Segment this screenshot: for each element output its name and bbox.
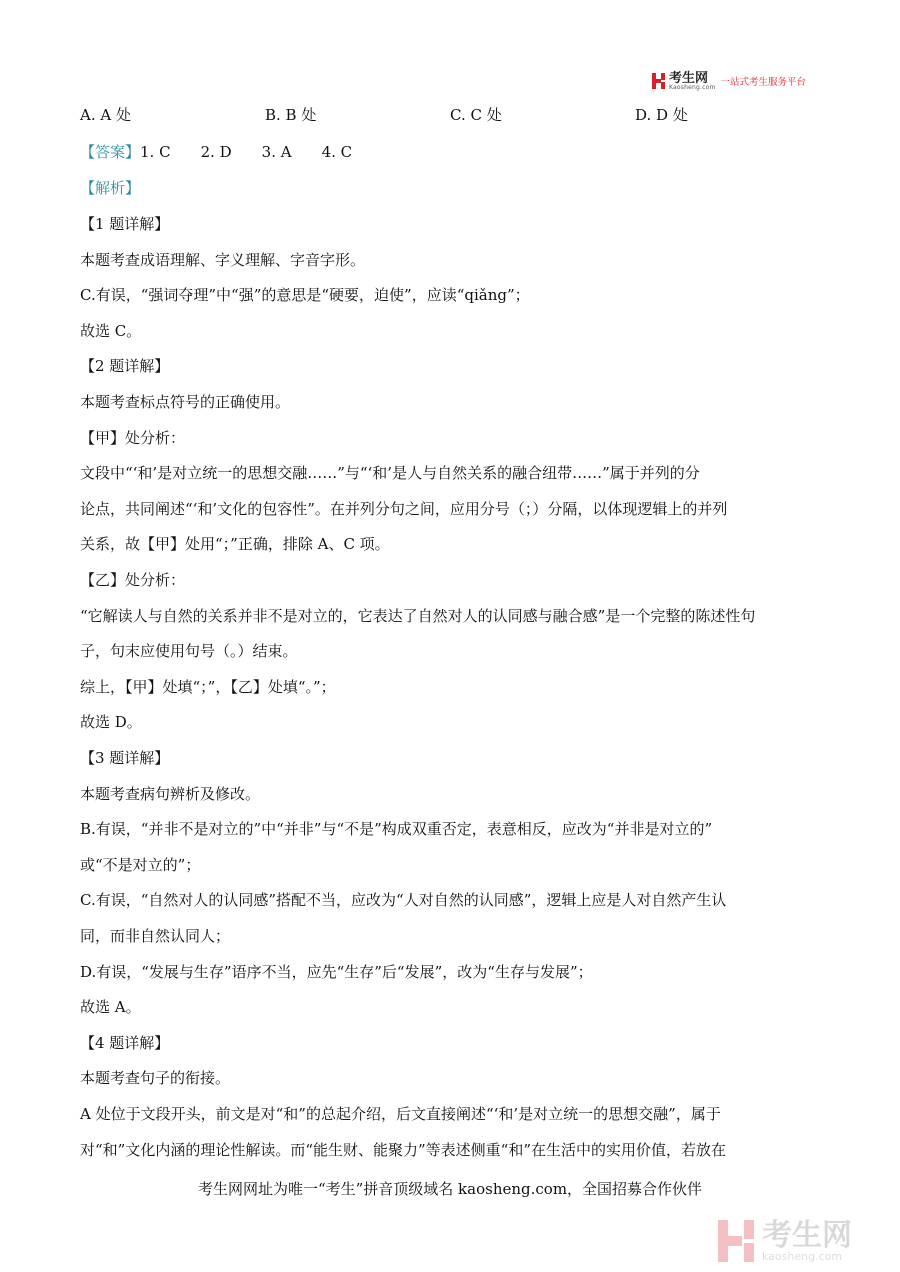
analysis-line: 【甲】处分析：	[80, 428, 186, 447]
analysis-line: 【乙】处分析：	[80, 571, 186, 589]
analysis-line: C.有误，“自然对人的认同感”搭配不当，应改为“人对自然的认同感”，逻辑上应是人对自然产生认	[80, 891, 727, 910]
analysis-line: 本题考查标点符号的正确使用。	[80, 393, 291, 411]
answer-label: 【答案】	[80, 143, 141, 161]
option-a: A. A 处	[80, 106, 131, 124]
options-row	[80, 104, 840, 128]
analysis-line: D.有误，“发展与生存”语序不当，应先“生存”后“发展”，改为“生存与发展”；	[80, 962, 593, 981]
analysis-line: 本题考查句子的衔接。	[80, 1069, 231, 1088]
watermark-mark-icon	[718, 1220, 756, 1262]
analysis-line: B.有误，“并非不是对立的”中“并非”与“不是”构成双重否定，表意相反，应改为“并非是对立的”	[80, 820, 713, 839]
watermark-domain: kaosheng.com	[762, 1249, 843, 1263]
analysis-line: 文段中“‘和’是对立统一的思想交融……”与“‘和’是人与自然关系的融合纽带……”属于并列的分	[80, 464, 700, 483]
watermark-name: 考生网	[762, 1217, 852, 1253]
option-d: D. D 处	[635, 106, 688, 124]
analysis-line: 本题考查病句辨析及修改。	[80, 784, 261, 803]
option-c: C. C 处	[450, 106, 502, 124]
analysis-line: 关系，故【甲】处用“；”正确，排除 A、C 项。	[80, 535, 390, 554]
analysis-line: “它解读人与自然的关系并非不是对立的，它表达了自然对人的认同感与融合感”是一个完整的陈述性句	[80, 606, 756, 625]
analysis-line: 对“和”文化内涵的理论性解读。而“能生财、能聚力”等表述侧重“和”在生活中的实用价值，若放在	[80, 1140, 727, 1159]
logo-name: 考生网	[669, 70, 709, 86]
analysis-line: 本题考查成语理解、字义理解、字音字形。	[80, 250, 366, 269]
analysis-line: A 处位于文段开头，前文是对“和”的总起介绍，后文直接阐述“‘和’是对立统一的思想交融”，属于	[80, 1105, 721, 1123]
page-footer: 考生网网址为唯一“考生”拼音顶级域名 kaosheng.com，全国招募合作伙伴	[197, 1180, 703, 1198]
analysis-line: 同，而非自然认同人；	[80, 927, 231, 945]
analysis-line: 【3 题详解】	[80, 749, 170, 767]
answer-text: 1. C 2. D 3. A 4. C	[140, 143, 353, 161]
analysis-label: 【解析】	[80, 179, 141, 197]
analysis-line: 故选 A。	[80, 998, 141, 1017]
analysis-line: 子，句末应使用句号（。）结束。	[80, 642, 298, 661]
logo-domain: Kaosheng.com	[669, 83, 716, 91]
analysis-line: 故选 D。	[80, 713, 142, 732]
analysis-line: 或“不是对立的”；	[80, 855, 201, 874]
analysis-line: C.有误，“强词夺理”中“强”的意思是“硬要，迫使”，应读“qiǎng”；	[80, 286, 530, 305]
logo-mark-icon	[652, 73, 666, 89]
watermark-logo	[718, 1218, 890, 1264]
analysis-line: 故选 C。	[80, 321, 142, 340]
analysis-line: 【1 题详解】	[80, 215, 170, 233]
analysis-line: 论点，共同阐述“‘和’文化的包容性”。在并列分句之间，应用分号（；）分隔，以体现逻辑上的并列	[80, 499, 728, 518]
analysis-line: 综上，【甲】处填“；”，【乙】处填“。”；	[80, 677, 336, 696]
analysis-line: 【4 题详解】	[80, 1033, 170, 1052]
logo-slogan: 一站式考生服务平台	[720, 77, 807, 88]
answer-line	[80, 141, 352, 162]
option-b: B. B 处	[265, 106, 317, 124]
analysis-line: 【2 题详解】	[80, 357, 170, 376]
header-logo	[652, 70, 822, 92]
